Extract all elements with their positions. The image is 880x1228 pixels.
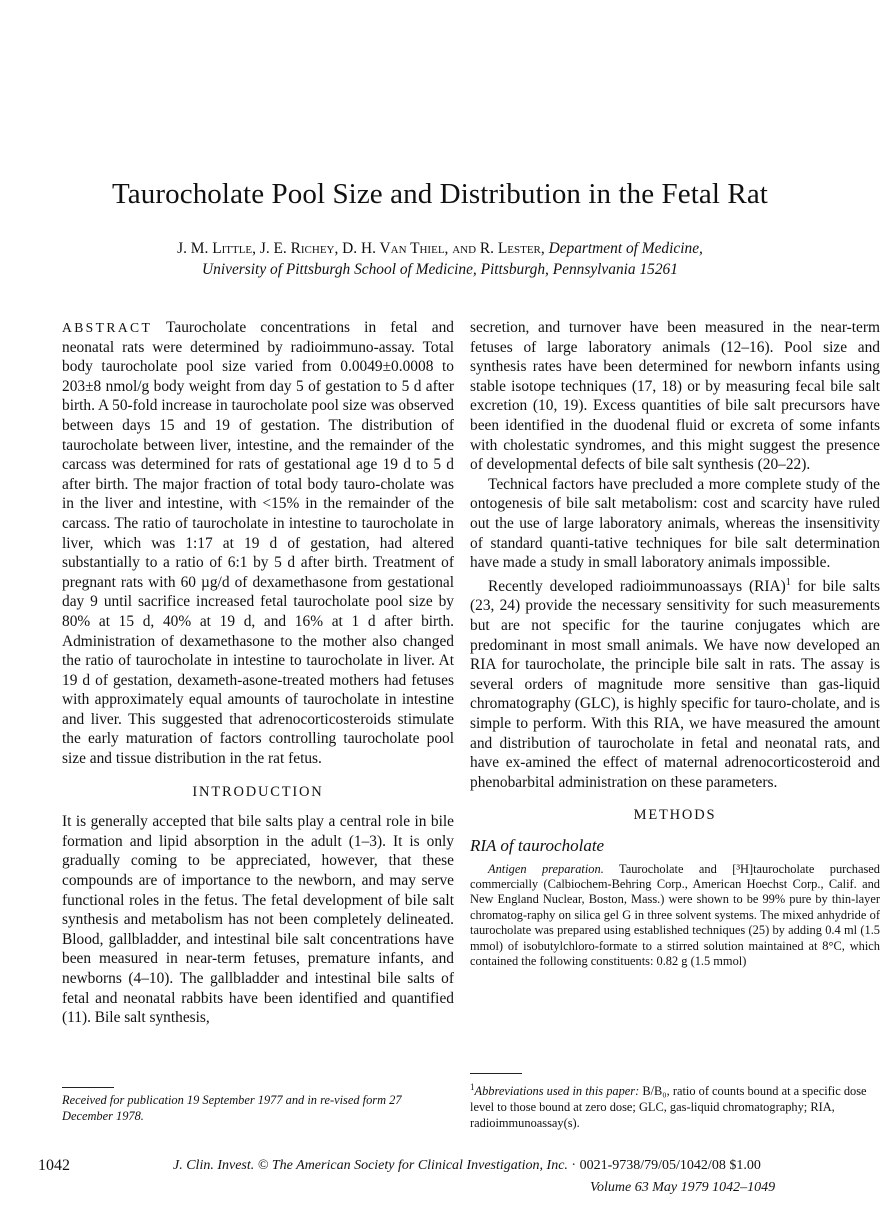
antigen-run-in: Antigen preparation. bbox=[488, 861, 604, 876]
footnote-rule-left bbox=[62, 1087, 114, 1088]
author-block bbox=[0, 238, 880, 280]
author-line bbox=[0, 238, 880, 259]
intro-paragraph-2: Technical factors have precluded a more complete study of the ontogenesis of bile salt metabolism: cost and scarcity have ruled out the use of large laboratory animals, whereas the insensitivity of standard quanti-tative techniques for bile salt determination have made a study in small laboratory animals impossible. bbox=[470, 475, 880, 572]
footnote-rule-right bbox=[470, 1073, 522, 1074]
intro-paragraph-1-continued: secretion, and turnover have been measured in the near-term fetuses of large laboratory animals (12–16). Pool size and synthesis rates have been determined for newborn infants using stable isotope techniques (17, 18) or by measuring fecal bile salt excretion (10, 19). Excess quantities of bile salt precursors have been identified in the duodenal fluid or excreta of some infants with cholestatic syndromes, and this might suggest the presence of developmental defects of bile salt synthesis (20–22). bbox=[470, 319, 880, 474]
abstract-paragraph bbox=[62, 318, 454, 769]
footnote-label: Abbreviations used in this paper: bbox=[474, 1084, 640, 1099]
department: Department of Medicine, bbox=[544, 240, 703, 257]
footnote-mark: 1 bbox=[470, 1082, 475, 1092]
page-number: 1042 bbox=[38, 1157, 70, 1174]
methods-text bbox=[470, 862, 880, 970]
journal-name: J. Clin. Invest. © The American Society for Clinical Investigation, Inc. bbox=[173, 1158, 568, 1173]
issue-info: Volume 63 May 1979 1042–1049 bbox=[590, 1180, 776, 1195]
footnote-text: B/B₀, ratio of counts bound at a specific dose level to those bound at zero dose; GLC, gas-liquid chromatography; RIA, radioimmunoassay(s). bbox=[470, 1084, 867, 1131]
footnote-1 bbox=[470, 1079, 880, 1131]
author-names: J. M. Little, J. E. Richey, D. H. Van Thiel, and R. Lester, bbox=[177, 240, 545, 257]
received-note: Received for publication 19 September 1977 and in re-vised form 27 December 1978. bbox=[62, 1093, 402, 1123]
intro-p3-start: Recently developed radioimmunoassays (RIA) bbox=[488, 577, 786, 595]
intro-p3-end: for bile salts (23, 24) provide the necessary sensitivity for such measurements but are not specific for the taurine conjugates which are predominant in most small animals. We have now developed an RIA for taurocholate, the principle bile salt in rats. The assay is several orders of magnitude more sensitive than gas-liquid chromatography (GLC), is highly specific for tauro-cholate, and is simple to perform. With this RIA, we have measured the amount and distribution of taurocholate in fetal and neonatal rats, and have ex-amined the effect of maternal adrenocorticosteroid and phenobarbital administration on these parameters. bbox=[470, 577, 880, 791]
abstract-text: Taurocholate concentrations in fetal and neonatal rats were determined by radioimmuno-assay. Total body taurocholate pool size varied from 0.0049±0.0008 to 203±8 nmol/g body weight from day 5 of gestation to 5 d after birth. A 50-fold increase in taurocholate pool size was observed between days 15 and 19 of gestation. The distribution of taurocholate between liver, intestine, and the remainder of the carcass was determined for rats of gestational age 19 d to 5 d after birth. The major fraction of total body tauro-cholate was in the liver and intestine, with <15% in the remainder of the carcass. The ratio of taurocholate in intestine to taurocholate in liver, which was 1:17 at 19 d of gestation, had altered substantially to a ratio of 6:1 by 5 d after birth. Treatment of pregnant rats with 60 µg/d of dexamethasone from gestational day 9 until sacrifice increased fetal taurocholate pool size by 80% at 15 d, 40% at 19 d, and 16% at 1 d after birth. Administration of dexamethasone to the mother also changed the ratio of taurocholate in intestine to taurocholate in liver. At 19 d of gestation, dexameth-asone-treated mothers had fetuses with approximately equal amounts of taurocholate in intestine and liver. This suggested that adrenocorticosteroids stimulate the early maturation of factors controlling taurocholate pool size and tissue distribution in the rat fetus. bbox=[62, 319, 454, 768]
article-title: Taurocholate Pool Size and Distribution in the Fetal Rat bbox=[112, 178, 768, 210]
journal-citation bbox=[173, 1158, 761, 1174]
footnote-ref[interactable]: 1 bbox=[785, 576, 791, 588]
affiliation: University of Pittsburgh School of Medicine, Pittsburgh, Pennsylvania 15261 bbox=[202, 261, 678, 278]
journal-ident: 0021-9738/79/05/1042/08 $1.00 bbox=[579, 1158, 761, 1173]
left-column bbox=[62, 318, 454, 1028]
abstract-label: ABSTRACT bbox=[62, 320, 153, 335]
antigen-text: Taurocholate and [³H]taurocholate purchased commercially (Calbiochem-Behring Corp., American Hoechst Corp., Calif. and New England Nuclear, Boston, Mass.) were shown to be 99% pure by thin-layer chromatog-raphy on silica gel G in three solvent systems. The mixed anhydride of taurocholate was prepared using established techniques (25) by adding 0.4 ml (1.5 mmol) of isobutylchloro-formate to a stirred solution maintained at 8°C, which contained the following constituents: 0.82 g (1.5 mmol) bbox=[470, 861, 880, 968]
methods-heading: METHODS bbox=[633, 807, 717, 824]
intro-paragraph-1: It is generally accepted that bile salts play a central role in bile formation and lipid absorption in the adult (1–3). It is only gradually coming to be appreciated, however, that these compounds are of importance to the newborn, and may serve functional roles in the fetus. The fetal development of bile salt synthesis and metabolism has not been completely delineated. Blood, gallbladder, and intestinal bile salt concentrations have been measured in near-term fetuses, premature infants, and newborns (4–10). The gallbladder and intestinal bile salts of fetal and neonatal rabbits have been identified and quantified (11). Bile salt synthesis, bbox=[62, 813, 454, 1027]
introduction-heading: INTRODUCTION bbox=[192, 783, 324, 800]
methods-subheading: RIA of taurocholate bbox=[470, 835, 605, 855]
separator: · bbox=[567, 1158, 580, 1173]
intro-paragraph-3 bbox=[470, 573, 880, 793]
right-column bbox=[470, 318, 880, 969]
